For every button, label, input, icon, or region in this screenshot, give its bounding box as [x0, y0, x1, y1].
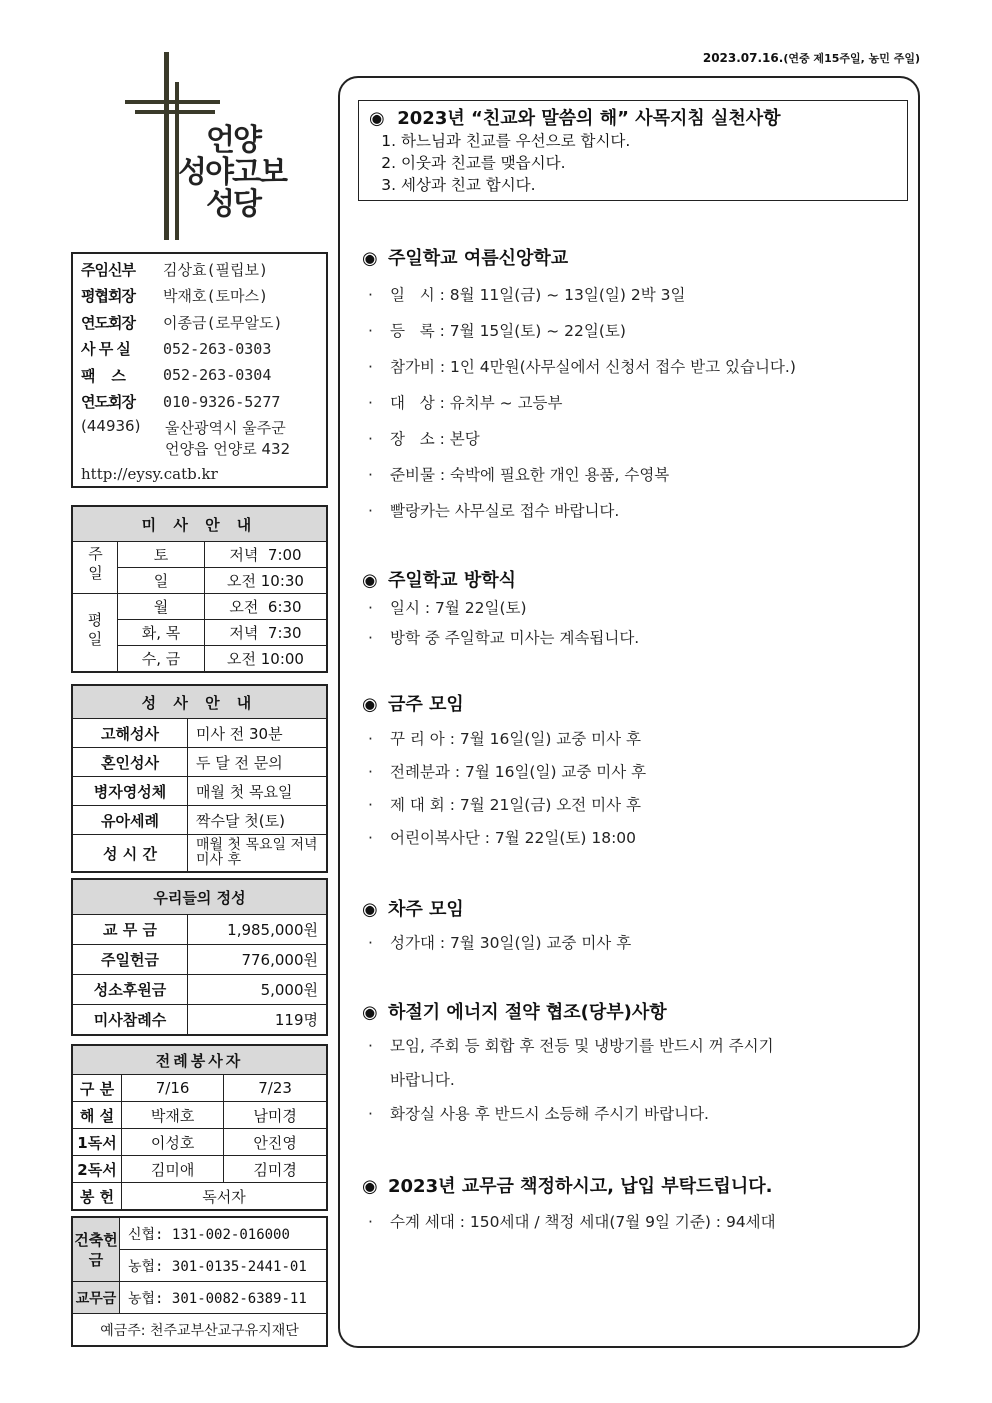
mass-time: 저녁 7:30 [205, 620, 328, 646]
list-item-text: 대 상 : 유치부 ~ 고등부 [390, 394, 563, 412]
mass-day: 토 [118, 542, 205, 568]
mass-day: 화, 목 [118, 620, 205, 646]
offering-name: 성소후원금 [72, 975, 188, 1005]
liturgy-role: 1독서 [72, 1129, 122, 1156]
guideline-title: 2023년 “친교와 말씀의 해” 사목지침 실천사항 [397, 108, 781, 129]
sacrament-table [71, 684, 328, 873]
weekday-label [72, 594, 118, 673]
bulletin-date [640, 50, 920, 66]
list-item: · 모임, 주회 등 회합 후 전등 및 냉방기를 반드시 꺼 주시기 [368, 1037, 774, 1055]
offering-value: 5,000원 [188, 975, 328, 1005]
guideline-item: 3. 세상과 친교 합시다. [401, 174, 897, 196]
mass-time: 오전 10:00 [205, 646, 328, 673]
guideline-item: 2. 이웃과 친교를 맺읍시다. [401, 152, 897, 174]
target-bullet-icon: ◉ [362, 570, 378, 591]
bank-accounts-table [71, 1216, 328, 1347]
list-item-text: 수계 세대 : 150세대 / 책정 세대(7월 9일 기준) : 94세대 [390, 1213, 776, 1231]
sacrament-value: 매월 첫 목요일 저녁미사 후 [188, 835, 328, 873]
tithe-label: 교무금 [72, 1282, 120, 1314]
list-item: · 성가대 : 7월 30일(일) 교중 미사 후 [368, 934, 632, 952]
info-value: 010-9326-5277 [163, 392, 281, 411]
info-label: 연도회장 [81, 393, 135, 412]
list-item: · 어린이복사단 : 7월 22일(토) 18:00 [368, 829, 637, 847]
offering-value: 776,000원 [188, 945, 328, 975]
info-value: 박재호(토마스) [163, 287, 269, 306]
sacrament-name: 유아세례 [72, 806, 188, 835]
list-item-text: 등 록 : 7월 15일(토) ~ 22일(토) [390, 322, 626, 340]
list-item: · 수계 세대 : 150세대 / 책정 세대(7월 9일 기준) : 94세대 [368, 1213, 776, 1231]
liturgy-role: 해 설 [72, 1102, 122, 1129]
section-title [362, 244, 568, 270]
section-title [362, 895, 464, 921]
date-main: 2023.07.16. [702, 51, 784, 65]
liturgy-date-b: 7/23 [224, 1075, 327, 1102]
list-item-continuation [390, 1068, 455, 1090]
sacrament-name: 고해성사 [72, 719, 188, 748]
list-item-text: 바랍니다. [390, 1071, 455, 1089]
liturgy-minister: 김미애 [122, 1156, 224, 1183]
list-item: · 꾸 리 아 : 7월 16일(일) 교중 미사 후 [368, 730, 642, 748]
list-item: · 일 시 : 8월 11일(금) ~ 13일(일) 2박 3일 [368, 286, 686, 304]
liturgy-minister: 안진영 [224, 1129, 327, 1156]
parish-name-line2: 성야고보 [178, 155, 286, 190]
address-line1: 울산광역시 울주군 [165, 419, 286, 437]
liturgy-header-label: 구 분 [72, 1075, 122, 1102]
info-value: 김상효(필립보) [163, 260, 269, 279]
liturgy-minister: 남미경 [224, 1102, 327, 1129]
account-holder: 예금주: 천주교부산교구유지재단 [72, 1314, 327, 1347]
list-item-text: 모임, 주회 등 회합 후 전등 및 냉방기를 반드시 꺼 주시기 [390, 1037, 774, 1055]
offering-name: 주일헌금 [72, 945, 188, 975]
list-item: · 화장실 사용 후 반드시 소등해 주시기 바랍니다. [368, 1105, 709, 1123]
parish-name-line3: 성당 [206, 187, 260, 222]
list-item: · 대 상 : 유치부 ~ 고등부 [368, 394, 563, 412]
zip-code: (44936) [81, 417, 141, 435]
mass-day: 수, 금 [118, 646, 205, 673]
section-title [362, 690, 464, 716]
pastoral-guideline-box [358, 100, 908, 201]
section-title [362, 998, 667, 1024]
target-bullet-icon: ◉ [369, 108, 398, 129]
weekday-label-text: 평일 [85, 611, 104, 650]
target-bullet-icon: ◉ [362, 899, 378, 920]
bank-account: 농협: 301-0135-2441-01 [120, 1250, 328, 1282]
liturgy-date-a: 7/16 [122, 1075, 224, 1102]
info-value: 052-263-0303 [163, 339, 272, 358]
section-title-text: 2023년 교무금 책정하시고, 납입 부탁드립니다. [388, 1176, 773, 1197]
list-item-text: 준비물 : 숙박에 필요한 개인 용품, 수영복 [390, 466, 670, 484]
sacrament-name: 병자영성체 [72, 777, 188, 806]
liturgy-role: 2독서 [72, 1156, 122, 1183]
list-item-text: 참가비 : 1인 4만원(사무실에서 신청서 접수 받고 있습니다.) [390, 358, 796, 376]
sacrament-value: 두 달 전 문의 [188, 748, 328, 777]
offering-name: 미사참례수 [72, 1005, 188, 1036]
list-item: · 일시 : 7월 22일(토) [368, 599, 527, 617]
list-item-text: 화장실 사용 후 반드시 소등해 주시기 바랍니다. [390, 1105, 709, 1123]
section-title-text: 주일학교 방학식 [388, 570, 516, 591]
guideline-item: 1. 하느님과 친교를 우선으로 합시다. [401, 130, 897, 152]
list-item: · 제 대 회 : 7월 21일(금) 오전 미사 후 [368, 796, 642, 814]
info-value: 052-263-0304 [163, 366, 272, 385]
parish-name-line1: 언양 [206, 123, 260, 158]
date-sub: (연중 제15주일, 농민 주일) [783, 52, 920, 65]
list-item: · 등 록 : 7월 15일(토) ~ 22일(토) [368, 322, 626, 340]
section-title [362, 566, 516, 592]
mass-time: 오전 6:30 [205, 594, 328, 620]
list-item: · 방학 중 주일학교 미사는 계속됩니다. [368, 629, 640, 647]
mass-schedule-table [71, 505, 328, 673]
list-item-text: 전례분과 : 7월 16일(일) 교중 미사 후 [390, 763, 647, 781]
bank-account: 농협: 301-0082-6389-11 [120, 1282, 328, 1314]
liturgy-ministers-table [71, 1044, 328, 1211]
target-bullet-icon: ◉ [362, 248, 378, 269]
target-bullet-icon: ◉ [362, 1176, 378, 1197]
section-title-text: 차주 모임 [388, 899, 464, 920]
sacrament-name: 성 시 간 [72, 835, 188, 873]
list-item-text: 장 소 : 본당 [390, 430, 480, 448]
address-line2: 언양읍 언양로 432 [165, 440, 291, 458]
bank-account: 신협: 131-002-016000 [120, 1217, 328, 1250]
target-bullet-icon: ◉ [362, 694, 378, 715]
list-item-text: 일 시 : 8월 11일(금) ~ 13일(일) 2박 3일 [390, 286, 686, 304]
target-bullet-icon: ◉ [362, 1002, 378, 1023]
parish-info [71, 252, 328, 488]
info-label: 연도회장 [81, 313, 135, 332]
offering-title: 우리들의 정성 [72, 879, 327, 915]
offering-name: 교 무 금 [72, 915, 188, 945]
list-item: · 장 소 : 본당 [368, 430, 480, 448]
mass-day: 일 [118, 568, 205, 594]
mass-day: 월 [118, 594, 205, 620]
mass-title: 미 사 안 내 [72, 506, 327, 542]
info-label: 주임신부 [81, 260, 135, 279]
section-title [362, 1172, 772, 1198]
list-item: · 준비물 : 숙박에 필요한 개인 용품, 수영복 [368, 466, 670, 484]
list-item-text: 어린이복사단 : 7월 22일(토) 18:00 [390, 829, 637, 847]
sacrament-name: 혼인성사 [72, 748, 188, 777]
info-label: 평협회장 [81, 287, 135, 306]
liturgy-title: 전례봉사자 [72, 1045, 327, 1075]
sacrament-value: 매월 첫 목요일 [188, 777, 328, 806]
mass-time: 저녁 7:00 [205, 542, 328, 568]
info-label: 팩 스 [81, 366, 125, 385]
liturgy-role: 봉 헌 [72, 1183, 122, 1211]
list-item: · 전례분과 : 7월 16일(일) 교중 미사 후 [368, 763, 647, 781]
list-item: · 참가비 : 1인 4만원(사무실에서 신청서 접수 받고 있습니다.) [368, 358, 796, 376]
info-label: 사 무 실 [81, 340, 130, 359]
address [81, 417, 318, 459]
list-item-text: 제 대 회 : 7월 21일(금) 오전 미사 후 [390, 796, 642, 814]
list-item-text: 빨랑카는 사무실로 접수 바랍니다. [390, 502, 620, 520]
section-title-text: 주일학교 여름신앙학교 [388, 248, 569, 269]
section-title-text: 하절기 에너지 절약 협조(당부)사항 [388, 1002, 667, 1023]
list-item-text: 방학 중 주일학교 미사는 계속됩니다. [390, 629, 640, 647]
offering-table [71, 878, 328, 1036]
liturgy-minister: 박재호 [122, 1102, 224, 1129]
building-fund-label: 건축헌금 [72, 1217, 120, 1282]
sunday-label [72, 542, 118, 594]
list-item-text: 일시 : 7월 22일(토) [390, 599, 527, 617]
list-item-text: 꾸 리 아 : 7월 16일(일) 교중 미사 후 [390, 730, 642, 748]
sacrament-value: 짝수달 첫(토) [188, 806, 328, 835]
guideline-list [369, 130, 897, 196]
sunday-label-text: 주일 [86, 545, 104, 584]
website-link[interactable]: http://eysy.catb.kr [81, 465, 218, 483]
liturgy-minister: 독서자 [122, 1183, 328, 1211]
parish-name [178, 125, 286, 221]
section-title-text: 금주 모임 [388, 694, 464, 715]
sacrament-value: 미사 전 30분 [188, 719, 328, 748]
offering-value: 1,985,000원 [188, 915, 328, 945]
list-item: · 빨랑카는 사무실로 접수 바랍니다. [368, 502, 620, 520]
list-item-text: 성가대 : 7월 30일(일) 교중 미사 후 [390, 934, 632, 952]
liturgy-minister: 김미경 [224, 1156, 327, 1183]
offering-value: 119명 [188, 1005, 328, 1036]
sacrament-title: 성 사 안 내 [72, 685, 327, 719]
liturgy-minister: 이성호 [122, 1129, 224, 1156]
mass-time: 오전 10:30 [205, 568, 328, 594]
info-value: 이종금(로무알도) [163, 313, 283, 332]
